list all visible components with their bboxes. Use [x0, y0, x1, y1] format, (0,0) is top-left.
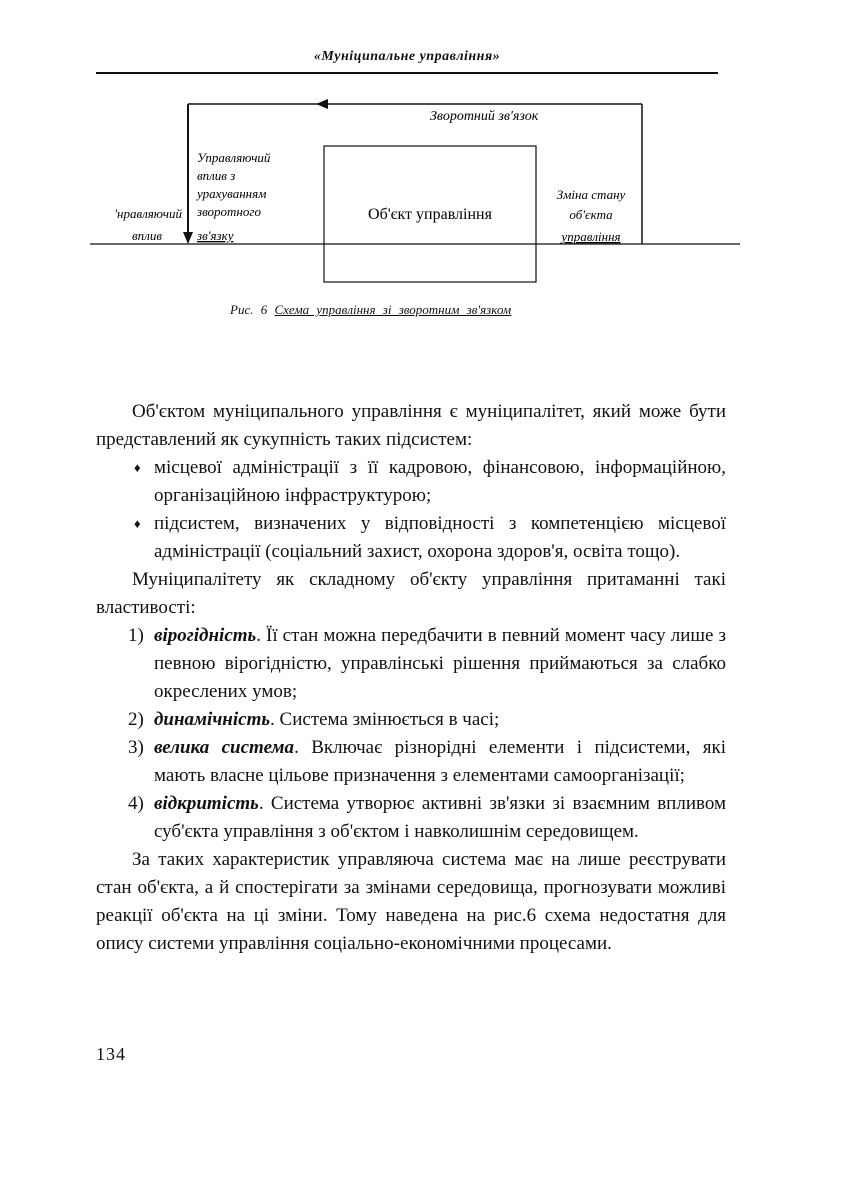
header-rule — [96, 72, 718, 74]
property-item — [128, 706, 726, 734]
property-item — [128, 734, 726, 790]
property-item — [128, 622, 726, 706]
state-change-line-2: об'єкта — [569, 207, 613, 222]
running-header: «Муніципальне управління» — [313, 49, 501, 64]
control-with-feedback-line-4: зворотного — [197, 204, 261, 219]
subsystem-list — [96, 454, 726, 566]
conclusion-paragraph: За таких характеристик управляюча система має на лише реєструвати стан об'єкта, а й спостерігати за змінами середовища, прогнозувати можливі реакції об'єкта на ці зміни. Тому наведена на рис.6 схема недостатня для опису системи управління соціально-економічними процесами. — [96, 849, 726, 954]
state-change-line-1: Зміна стану — [556, 187, 626, 202]
state-change-line-3: управління — [561, 229, 621, 244]
list-item: ♦ підсистем, визначених у відповідності з компетенцією місцевої адміністрації (соціальний захист, охорона здоров'я, освіта тощо). — [132, 510, 726, 566]
property-text: . Її стан можна передбачити в певний момент часу лише з певною вірогідністю, управлінські рішення приймаються за слабко окреслених умов; — [154, 625, 726, 702]
property-term: велика система — [154, 737, 295, 758]
figure-caption — [230, 302, 511, 318]
property-text: . Включає різнорідні елементи і підсистеми, які мають власне цільове призначення з елементами самоорганізації; — [154, 737, 726, 786]
intro-paragraph: Об'єктом муніципального управління є муніципалітет, який може бути представлений як сукупність таких підсистем: — [96, 401, 726, 450]
property-term: вірогідність — [154, 625, 257, 646]
property-text: . Система змінюється в часі; — [270, 709, 500, 730]
control-input-line-2: вплив — [132, 228, 162, 243]
control-with-feedback-line-5: зв'язку — [197, 228, 234, 243]
properties-intro: Муніципалітету як складному об'єкту управління притаманні такі властивості: — [96, 569, 726, 618]
property-text: . Система утворює активні зв'язки зі взаємним впливом суб'єкта управління з об'єктом і навколишнім середовищем. — [154, 793, 726, 842]
property-item — [128, 790, 726, 846]
property-number: 2) — [128, 709, 144, 730]
feedback-control-diagram — [90, 96, 740, 296]
property-term: динамічність — [154, 709, 271, 730]
main-text — [96, 398, 726, 958]
control-with-feedback-line-1: Управляючий — [197, 150, 271, 165]
control-arrowhead — [183, 232, 193, 244]
control-with-feedback-line-2: вплив з — [197, 168, 236, 183]
figure-label: Рис. 6 — [230, 302, 268, 317]
page-number: 134 — [96, 1044, 126, 1064]
object-label: Об'єкт управління — [368, 206, 492, 223]
feedback-label: Зворотний зв'язок — [430, 109, 539, 124]
properties-list — [96, 622, 726, 846]
property-number: 3) — [128, 737, 144, 758]
control-input-line-1: 'нравляючий — [114, 206, 182, 221]
control-with-feedback-line-3: урахуванням — [197, 186, 267, 201]
list-item: ♦ місцевої адміністрації з її кадровою, фінансовою, інформаційною, організаційною інфраструктурою; — [132, 454, 726, 510]
property-term: відкритість — [154, 793, 259, 814]
property-number: 4) — [128, 793, 144, 814]
figure-title: Схема управління зі зворотним зв'язком — [274, 302, 512, 317]
property-number: 1) — [128, 625, 144, 646]
feedback-arrowhead — [316, 99, 328, 109]
